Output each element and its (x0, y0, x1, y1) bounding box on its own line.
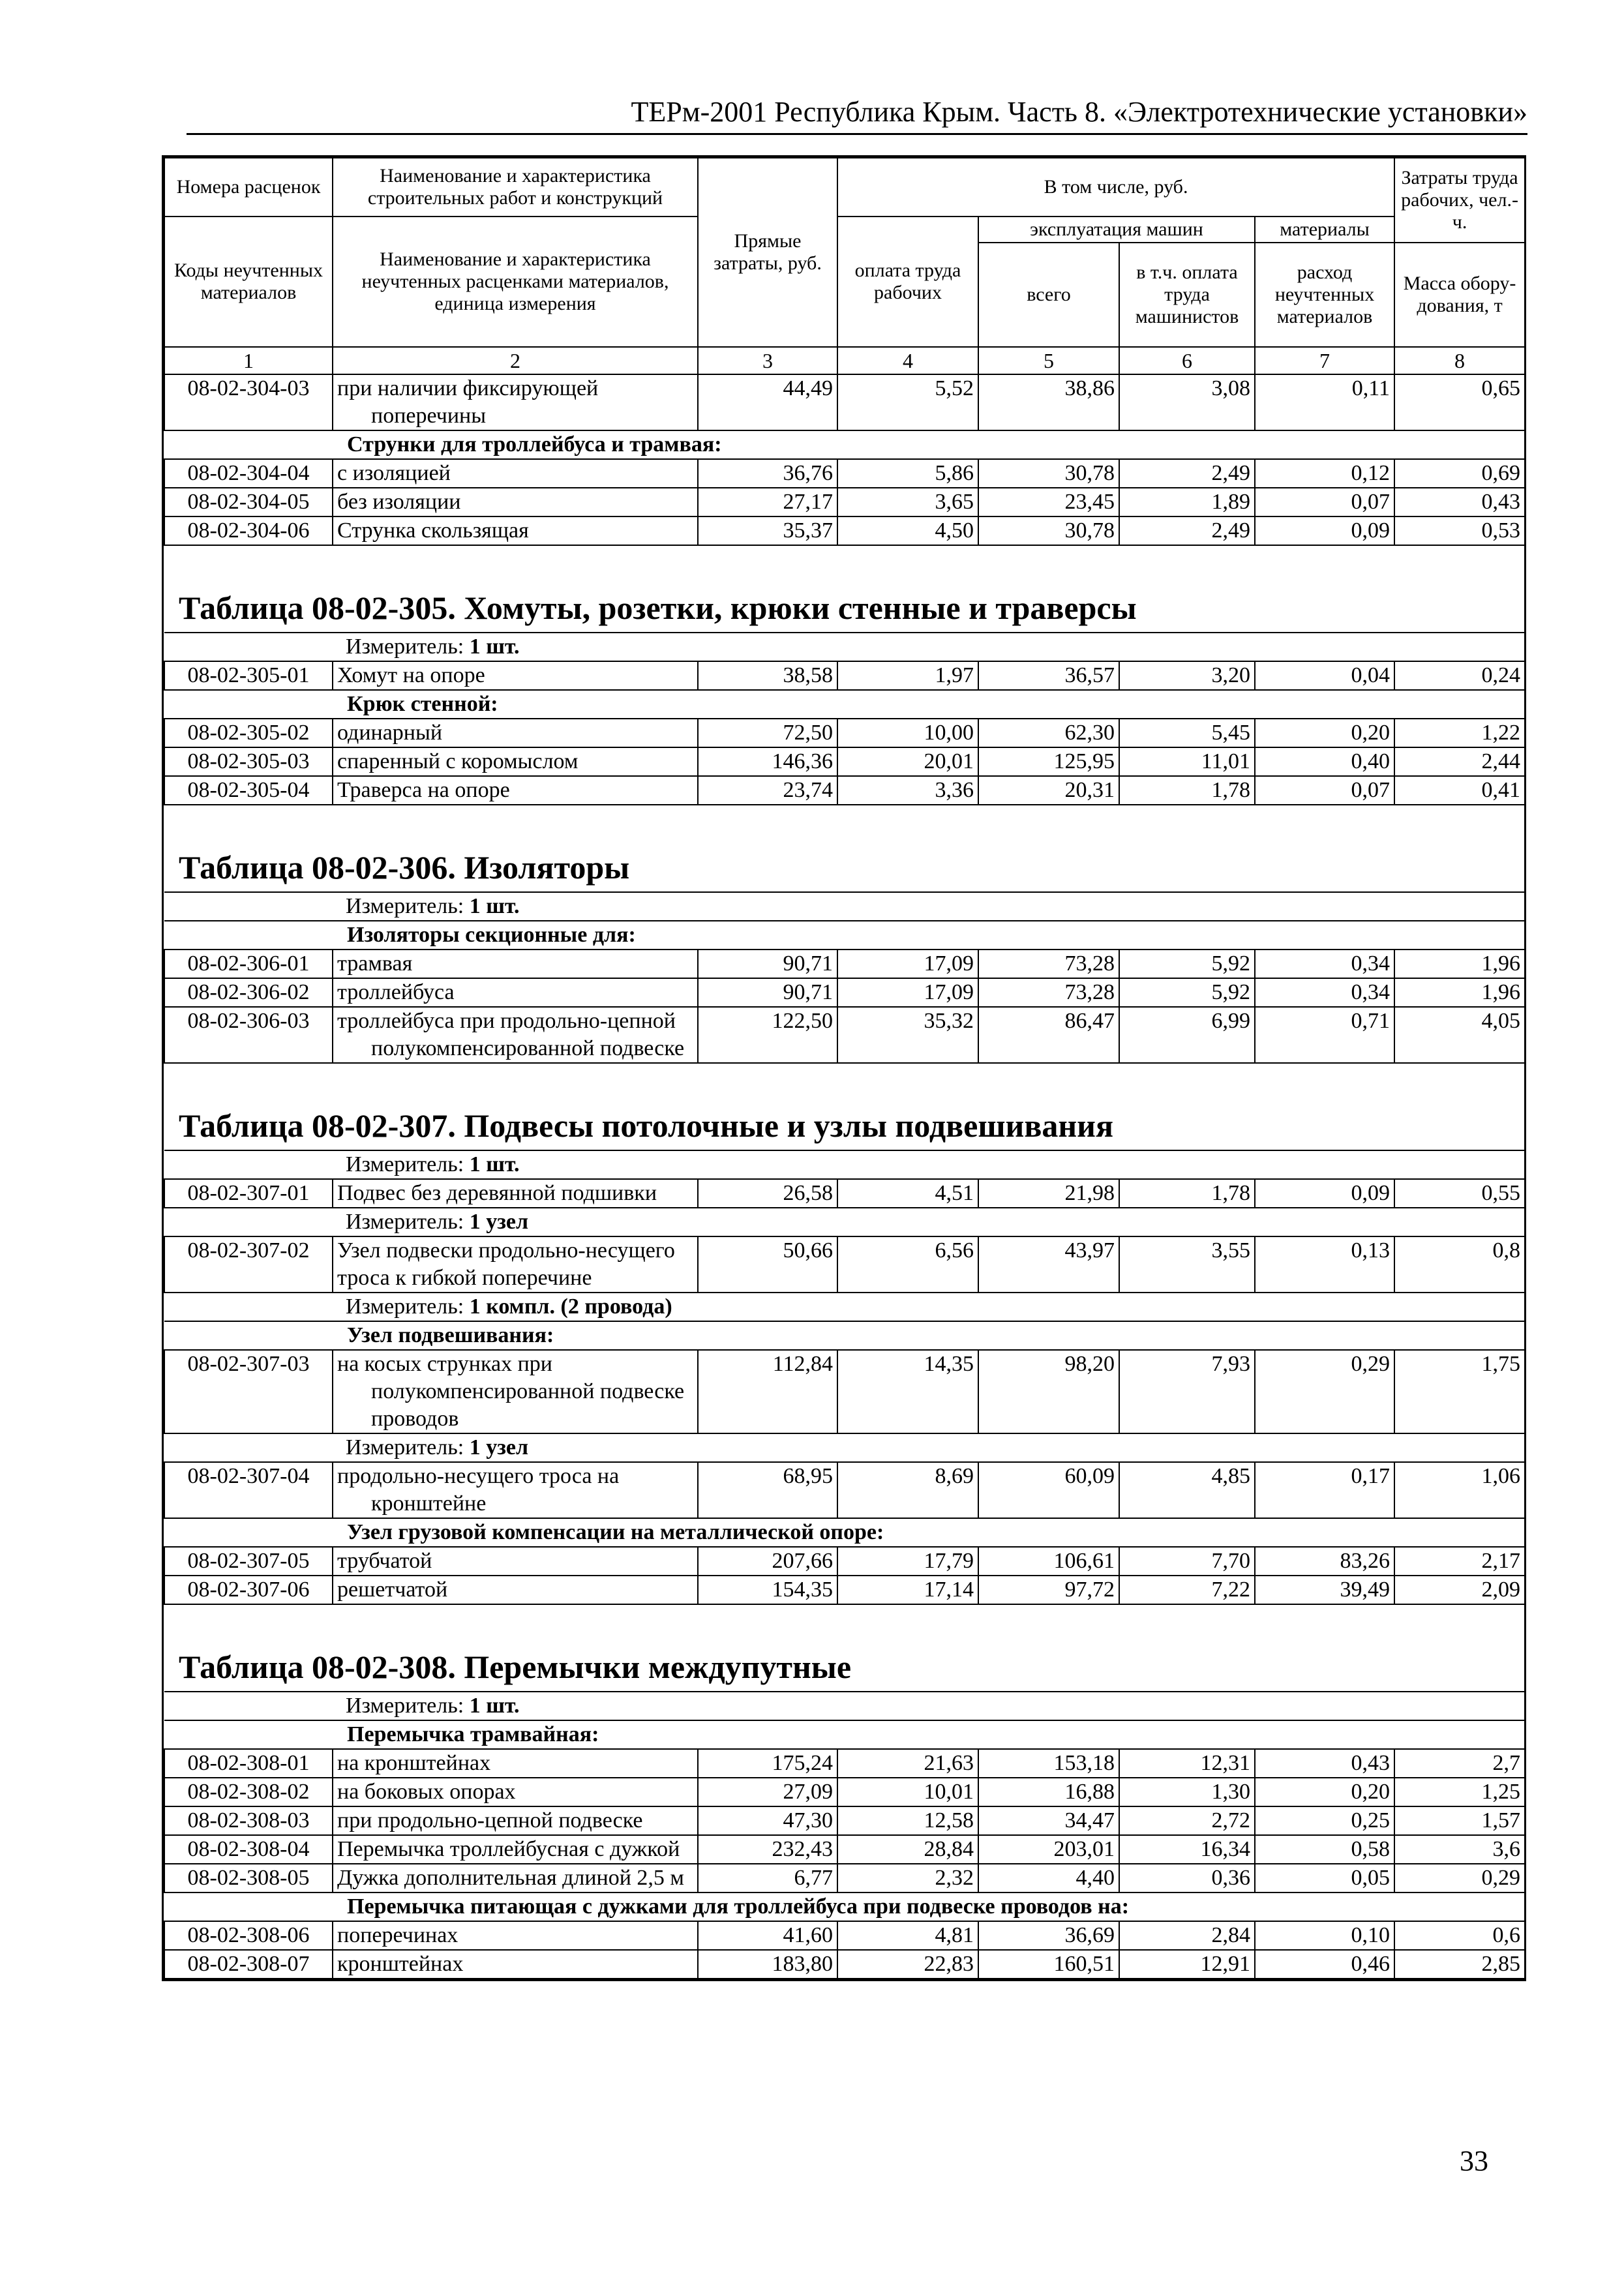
rate-code: 08-02-308-03 (164, 1806, 333, 1835)
machinists-pay-value: 5,45 (1119, 719, 1255, 747)
column-number: 7 (1255, 347, 1394, 374)
rate-code: 08-02-305-02 (164, 719, 333, 747)
rate-name: спаренный с коромыслом (333, 747, 698, 776)
rate-code: 08-02-304-06 (164, 516, 333, 545)
group-row (164, 1893, 1525, 1921)
machines-total-value: 30,78 (978, 459, 1119, 488)
table-row (164, 1864, 1525, 1893)
machines-total-value: 86,47 (978, 1007, 1119, 1063)
machines-total-value: 62,30 (978, 719, 1119, 747)
materials-consumption-value: 0,13 (1255, 1236, 1394, 1293)
table-row (164, 1835, 1525, 1864)
header-unaccounted-name: Наименование и характеристика неучтенных расценками материалов, единица измерения (333, 217, 698, 347)
table-row (164, 747, 1525, 776)
header-direct-costs: Прямые затраты, руб. (698, 158, 837, 347)
labor-hours-value: 0,41 (1394, 776, 1525, 805)
rate-name: кронштейнах (333, 1950, 698, 1979)
table-row (164, 1921, 1525, 1950)
unit-label: Измеритель: (346, 1294, 470, 1319)
direct-cost-value: 183,80 (698, 1950, 837, 1979)
machines-total-value: 153,18 (978, 1749, 1119, 1778)
rate-code: 08-02-307-06 (164, 1576, 333, 1604)
materials-consumption-value: 0,05 (1255, 1864, 1394, 1893)
header-machines-total: всего (978, 243, 1119, 347)
labor-pay-value: 14,35 (837, 1350, 978, 1433)
table-row (164, 1236, 1525, 1293)
table-header (164, 158, 1525, 374)
rate-name: трамвая (333, 950, 698, 978)
unit-value: 1 шт. (469, 894, 520, 918)
unit-value: 1 шт. (469, 635, 520, 659)
direct-cost-value: 23,74 (698, 776, 837, 805)
table-row (164, 374, 1525, 430)
table-title-row (164, 1063, 1525, 1150)
labor-pay-value: 12,58 (837, 1806, 978, 1835)
labor-pay-value: 35,32 (837, 1007, 978, 1063)
machines-total-value: 106,61 (978, 1547, 1119, 1576)
table-row (164, 1547, 1525, 1576)
direct-cost-value: 36,76 (698, 459, 837, 488)
rate-name: Узел подвески продольно-несущего троса к гибкой поперечине (333, 1236, 698, 1293)
rates-table (164, 157, 1526, 1979)
direct-cost-value: 90,71 (698, 978, 837, 1007)
labor-pay-value: 22,83 (837, 1950, 978, 1979)
machinists-pay-value: 5,92 (1119, 978, 1255, 1007)
group-heading: Перемычка питающая с дужками для троллейбуса при подвеске проводов на: (164, 1893, 1525, 1921)
unit-row (164, 633, 1525, 661)
header-machine-operation: эксплуатация машин (978, 217, 1255, 243)
direct-cost-value: 68,95 (698, 1462, 837, 1518)
direct-cost-value: 232,43 (698, 1835, 837, 1864)
unit-label: Измеритель: (346, 635, 470, 659)
labor-hours-value: 0,65 (1394, 374, 1525, 430)
machinists-pay-value: 2,84 (1119, 1921, 1255, 1950)
group-row (164, 921, 1525, 950)
labor-pay-value: 8,69 (837, 1462, 978, 1518)
rate-code: 08-02-308-04 (164, 1835, 333, 1864)
materials-consumption-value: 0,40 (1255, 747, 1394, 776)
rate-name: Подвес без деревянной подшивки (333, 1179, 698, 1208)
rate-code: 08-02-307-03 (164, 1350, 333, 1433)
machines-total-value: 23,45 (978, 488, 1119, 516)
machinists-pay-value: 6,99 (1119, 1007, 1255, 1063)
rate-code: 08-02-308-05 (164, 1864, 333, 1893)
machines-total-value: 60,09 (978, 1462, 1119, 1518)
unit-row (164, 892, 1525, 921)
labor-pay-value: 1,97 (837, 661, 978, 690)
rate-code: 08-02-306-02 (164, 978, 333, 1007)
table-row (164, 459, 1525, 488)
rate-name: при наличии фиксирующей поперечины (333, 374, 698, 430)
direct-cost-value: 35,37 (698, 516, 837, 545)
labor-hours-value: 1,22 (1394, 719, 1525, 747)
machines-total-value: 73,28 (978, 950, 1119, 978)
machinists-pay-value: 3,55 (1119, 1236, 1255, 1293)
unit-cell (164, 633, 1525, 661)
direct-cost-value: 41,60 (698, 1921, 837, 1950)
labor-hours-value: 1,75 (1394, 1350, 1525, 1433)
rate-code: 08-02-308-02 (164, 1778, 333, 1806)
direct-cost-value: 90,71 (698, 950, 837, 978)
materials-consumption-value: 0,58 (1255, 1835, 1394, 1864)
labor-pay-value: 4,81 (837, 1921, 978, 1950)
unit-value: 1 узел (469, 1435, 529, 1459)
direct-cost-value: 50,66 (698, 1236, 837, 1293)
table-row (164, 488, 1525, 516)
machinists-pay-value: 1,78 (1119, 776, 1255, 805)
unit-row (164, 1208, 1525, 1236)
machines-total-value: 16,88 (978, 1778, 1119, 1806)
machinists-pay-value: 16,34 (1119, 1835, 1255, 1864)
materials-consumption-value: 0,20 (1255, 719, 1394, 747)
header-labor-pay: оплата труда рабочих (837, 217, 978, 347)
materials-consumption-value: 0,07 (1255, 776, 1394, 805)
unit-cell (164, 1208, 1525, 1236)
direct-cost-value: 112,84 (698, 1350, 837, 1433)
rate-name: на кронштейнах (333, 1749, 698, 1778)
machines-total-value: 20,31 (978, 776, 1119, 805)
header-material-consumption: расход неучтенных материалов (1255, 243, 1394, 347)
rate-name: с изоляцией (333, 459, 698, 488)
table-title: Таблица 08-02-305. Хомуты, розетки, крюки стенные и траверсы (164, 545, 1525, 633)
labor-hours-value: 1,25 (1394, 1778, 1525, 1806)
rates-table-container (162, 155, 1526, 1981)
group-heading: Струнки для троллейбуса и трамвая: (164, 430, 1525, 459)
rate-code: 08-02-306-03 (164, 1007, 333, 1063)
rate-name: поперечинах (333, 1921, 698, 1950)
machinists-pay-value: 2,49 (1119, 516, 1255, 545)
unit-label: Измеритель: (346, 894, 470, 918)
labor-hours-value: 1,96 (1394, 950, 1525, 978)
unit-row (164, 1150, 1525, 1179)
labor-pay-value: 10,01 (837, 1778, 978, 1806)
machinists-pay-value: 2,72 (1119, 1806, 1255, 1835)
machinists-pay-value: 12,91 (1119, 1950, 1255, 1979)
labor-pay-value: 5,52 (837, 374, 978, 430)
unit-row (164, 1293, 1525, 1321)
rate-code: 08-02-304-03 (164, 374, 333, 430)
table-row (164, 1007, 1525, 1063)
machinists-pay-value: 11,01 (1119, 747, 1255, 776)
column-number: 4 (837, 347, 978, 374)
table-title-row (164, 1604, 1525, 1692)
group-row (164, 1321, 1525, 1350)
table-body (164, 374, 1525, 1979)
unit-value: 1 компл. (2 провода) (469, 1294, 672, 1319)
header-unaccounted-codes: Коды неучтенных материалов (164, 217, 333, 347)
labor-pay-value: 2,32 (837, 1864, 978, 1893)
labor-hours-value: 0,43 (1394, 488, 1525, 516)
direct-cost-value: 27,17 (698, 488, 837, 516)
table-row (164, 719, 1525, 747)
header-labor-hours: Затраты труда рабочих, чел.-ч. (1394, 158, 1525, 243)
table-title-row (164, 545, 1525, 633)
table-row (164, 1778, 1525, 1806)
labor-hours-value: 0,6 (1394, 1921, 1525, 1950)
materials-consumption-value: 0,29 (1255, 1350, 1394, 1433)
direct-cost-value: 122,50 (698, 1007, 837, 1063)
header-equipment-mass: Масса обору-дования, т (1394, 243, 1525, 347)
group-row (164, 690, 1525, 719)
materials-consumption-value: 0,25 (1255, 1806, 1394, 1835)
rate-name: Струнка скользящая (333, 516, 698, 545)
rate-code: 08-02-304-05 (164, 488, 333, 516)
labor-hours-value: 2,85 (1394, 1950, 1525, 1979)
rate-code: 08-02-307-02 (164, 1236, 333, 1293)
table-row (164, 1462, 1525, 1518)
direct-cost-value: 154,35 (698, 1576, 837, 1604)
page-number: 33 (1460, 2145, 1488, 2177)
rate-code: 08-02-308-06 (164, 1921, 333, 1950)
rate-code: 08-02-307-01 (164, 1179, 333, 1208)
machines-total-value: 4,40 (978, 1864, 1119, 1893)
rate-name: без изоляции (333, 488, 698, 516)
labor-pay-value: 3,65 (837, 488, 978, 516)
header-rate-numbers: Номера расценок (164, 158, 333, 217)
labor-pay-value: 20,01 (837, 747, 978, 776)
labor-pay-value: 17,09 (837, 950, 978, 978)
column-number: 3 (698, 347, 837, 374)
labor-hours-value: 0,55 (1394, 1179, 1525, 1208)
machines-total-value: 36,69 (978, 1921, 1119, 1950)
machinists-pay-value: 0,36 (1119, 1864, 1255, 1893)
labor-pay-value: 17,79 (837, 1547, 978, 1576)
machinists-pay-value: 3,08 (1119, 374, 1255, 430)
table-row (164, 1806, 1525, 1835)
materials-consumption-value: 0,11 (1255, 374, 1394, 430)
group-row (164, 1518, 1525, 1547)
unit-value: 1 узел (469, 1210, 529, 1234)
labor-pay-value: 17,14 (837, 1576, 978, 1604)
labor-pay-value: 4,50 (837, 516, 978, 545)
machines-total-value: 203,01 (978, 1835, 1119, 1864)
machinists-pay-value: 3,20 (1119, 661, 1255, 690)
labor-pay-value: 3,36 (837, 776, 978, 805)
group-heading: Перемычка трамвайная: (164, 1720, 1525, 1749)
materials-consumption-value: 0,09 (1255, 516, 1394, 545)
labor-pay-value: 5,86 (837, 459, 978, 488)
direct-cost-value: 175,24 (698, 1749, 837, 1778)
rate-name: троллейбуса (333, 978, 698, 1007)
machinists-pay-value: 1,78 (1119, 1179, 1255, 1208)
column-number: 8 (1394, 347, 1525, 374)
rate-name: троллейбуса при продольно-цепной полукомпенсированной подвеске (333, 1007, 698, 1063)
labor-pay-value: 4,51 (837, 1179, 978, 1208)
unit-row (164, 1433, 1525, 1462)
materials-consumption-value: 0,71 (1255, 1007, 1394, 1063)
machines-total-value: 21,98 (978, 1179, 1119, 1208)
rate-name: решетчатой (333, 1576, 698, 1604)
rate-code: 08-02-307-04 (164, 1462, 333, 1518)
direct-cost-value: 27,09 (698, 1778, 837, 1806)
labor-hours-value: 1,57 (1394, 1806, 1525, 1835)
direct-cost-value: 47,30 (698, 1806, 837, 1835)
labor-hours-value: 2,44 (1394, 747, 1525, 776)
materials-consumption-value: 0,34 (1255, 950, 1394, 978)
labor-hours-value: 2,09 (1394, 1576, 1525, 1604)
materials-consumption-value: 0,07 (1255, 488, 1394, 516)
unit-value: 1 шт. (469, 1694, 520, 1718)
unit-cell (164, 1150, 1525, 1179)
machines-total-value: 160,51 (978, 1950, 1119, 1979)
machinists-pay-value: 7,22 (1119, 1576, 1255, 1604)
machines-total-value: 38,86 (978, 374, 1119, 430)
column-number: 2 (333, 347, 698, 374)
materials-consumption-value: 83,26 (1255, 1547, 1394, 1576)
direct-cost-value: 207,66 (698, 1547, 837, 1576)
table-title: Таблица 08-02-306. Изоляторы (164, 805, 1525, 892)
materials-consumption-value: 0,46 (1255, 1950, 1394, 1979)
labor-hours-value: 0,69 (1394, 459, 1525, 488)
machines-total-value: 34,47 (978, 1806, 1119, 1835)
labor-hours-value: 2,7 (1394, 1749, 1525, 1778)
header-materials: материалы (1255, 217, 1394, 243)
machinists-pay-value: 5,92 (1119, 950, 1255, 978)
group-heading: Узел подвешивания: (164, 1321, 1525, 1350)
column-number: 6 (1119, 347, 1255, 374)
table-row (164, 950, 1525, 978)
table-title: Таблица 08-02-308. Перемычки междупутные (164, 1604, 1525, 1692)
column-number: 1 (164, 347, 333, 374)
header-including: В том числе, руб. (837, 158, 1394, 217)
unit-label: Измеритель: (346, 1210, 470, 1234)
table-row (164, 1749, 1525, 1778)
direct-cost-value: 146,36 (698, 747, 837, 776)
rate-code: 08-02-304-04 (164, 459, 333, 488)
labor-hours-value: 0,24 (1394, 661, 1525, 690)
machinists-pay-value: 1,89 (1119, 488, 1255, 516)
direct-cost-value: 6,77 (698, 1864, 837, 1893)
direct-cost-value: 26,58 (698, 1179, 837, 1208)
table-row (164, 1179, 1525, 1208)
materials-consumption-value: 39,49 (1255, 1576, 1394, 1604)
materials-consumption-value: 0,34 (1255, 978, 1394, 1007)
machinists-pay-value: 7,93 (1119, 1350, 1255, 1433)
rate-code: 08-02-305-01 (164, 661, 333, 690)
group-heading: Узел грузовой компенсации на металлической опоре: (164, 1518, 1525, 1547)
table-row (164, 1950, 1525, 1979)
group-row (164, 430, 1525, 459)
unit-cell (164, 1692, 1525, 1720)
group-heading: Крюк стенной: (164, 690, 1525, 719)
table-title-row (164, 805, 1525, 892)
materials-consumption-value: 0,20 (1255, 1778, 1394, 1806)
rate-code: 08-02-308-01 (164, 1749, 333, 1778)
labor-hours-value: 2,17 (1394, 1547, 1525, 1576)
unit-row (164, 1692, 1525, 1720)
labor-pay-value: 6,56 (837, 1236, 978, 1293)
rate-name: на косых струнках при полукомпенсированной подвеске проводов (333, 1350, 698, 1433)
column-number-row (164, 347, 1525, 374)
machinists-pay-value: 1,30 (1119, 1778, 1255, 1806)
table-row (164, 978, 1525, 1007)
document-header-title: ТЕРм-2001 Республика Крым. Часть 8. «Электротехнические установки» (631, 96, 1527, 128)
labor-hours-value: 3,6 (1394, 1835, 1525, 1864)
table-title: Таблица 08-02-307. Подвесы потолочные и узлы подвешивания (164, 1063, 1525, 1150)
machinists-pay-value: 2,49 (1119, 459, 1255, 488)
machines-total-value: 125,95 (978, 747, 1119, 776)
materials-consumption-value: 0,10 (1255, 1921, 1394, 1950)
labor-hours-value: 4,05 (1394, 1007, 1525, 1063)
direct-cost-value: 44,49 (698, 374, 837, 430)
rate-name: при продольно-цепной подвеске (333, 1806, 698, 1835)
labor-hours-value: 1,06 (1394, 1462, 1525, 1518)
labor-hours-value: 0,29 (1394, 1864, 1525, 1893)
unit-label: Измеритель: (346, 1435, 470, 1459)
table-row (164, 1576, 1525, 1604)
rate-name: продольно-несущего троса на кронштейне (333, 1462, 698, 1518)
header-rule (187, 133, 1527, 135)
labor-hours-value: 0,53 (1394, 516, 1525, 545)
unit-label: Измеритель: (346, 1152, 470, 1176)
unit-cell (164, 1433, 1525, 1462)
group-row (164, 1720, 1525, 1749)
machinists-pay-value: 7,70 (1119, 1547, 1255, 1576)
direct-cost-value: 72,50 (698, 719, 837, 747)
unit-label: Измеритель: (346, 1694, 470, 1718)
rate-code: 08-02-308-07 (164, 1950, 333, 1979)
machines-total-value: 43,97 (978, 1236, 1119, 1293)
rate-name: Траверса на опоре (333, 776, 698, 805)
labor-pay-value: 10,00 (837, 719, 978, 747)
materials-consumption-value: 0,17 (1255, 1462, 1394, 1518)
table-row (164, 516, 1525, 545)
labor-pay-value: 17,09 (837, 978, 978, 1007)
header-work-name: Наименование и характеристика строительных работ и конструкций (333, 158, 698, 217)
rate-name: трубчатой (333, 1547, 698, 1576)
labor-pay-value: 28,84 (837, 1835, 978, 1864)
header-machinists-pay: в т.ч. оплата труда машинистов (1119, 243, 1255, 347)
table-row (164, 776, 1525, 805)
materials-consumption-value: 0,12 (1255, 459, 1394, 488)
rate-name: Перемычка троллейбусная с дужкой (333, 1835, 698, 1864)
labor-hours-value: 0,8 (1394, 1236, 1525, 1293)
rate-code: 08-02-307-05 (164, 1547, 333, 1576)
labor-pay-value: 21,63 (837, 1749, 978, 1778)
rate-name: Хомут на опоре (333, 661, 698, 690)
machines-total-value: 36,57 (978, 661, 1119, 690)
table-row (164, 1350, 1525, 1433)
machinists-pay-value: 4,85 (1119, 1462, 1255, 1518)
materials-consumption-value: 0,04 (1255, 661, 1394, 690)
machines-total-value: 30,78 (978, 516, 1119, 545)
rate-name: одинарный (333, 719, 698, 747)
column-number: 5 (978, 347, 1119, 374)
unit-value: 1 шт. (469, 1152, 520, 1176)
rate-name: Дужка дополнительная длиной 2,5 м (333, 1864, 698, 1893)
labor-hours-value: 1,96 (1394, 978, 1525, 1007)
materials-consumption-value: 0,09 (1255, 1179, 1394, 1208)
rate-code: 08-02-305-03 (164, 747, 333, 776)
machinists-pay-value: 12,31 (1119, 1749, 1255, 1778)
machines-total-value: 97,72 (978, 1576, 1119, 1604)
rate-code: 08-02-306-01 (164, 950, 333, 978)
materials-consumption-value: 0,43 (1255, 1749, 1394, 1778)
group-heading: Изоляторы секционные для: (164, 921, 1525, 950)
unit-cell (164, 892, 1525, 921)
rate-name: на боковых опорах (333, 1778, 698, 1806)
table-row (164, 661, 1525, 690)
machines-total-value: 73,28 (978, 978, 1119, 1007)
unit-cell (164, 1293, 1525, 1321)
rate-code: 08-02-305-04 (164, 776, 333, 805)
machines-total-value: 98,20 (978, 1350, 1119, 1433)
direct-cost-value: 38,58 (698, 661, 837, 690)
